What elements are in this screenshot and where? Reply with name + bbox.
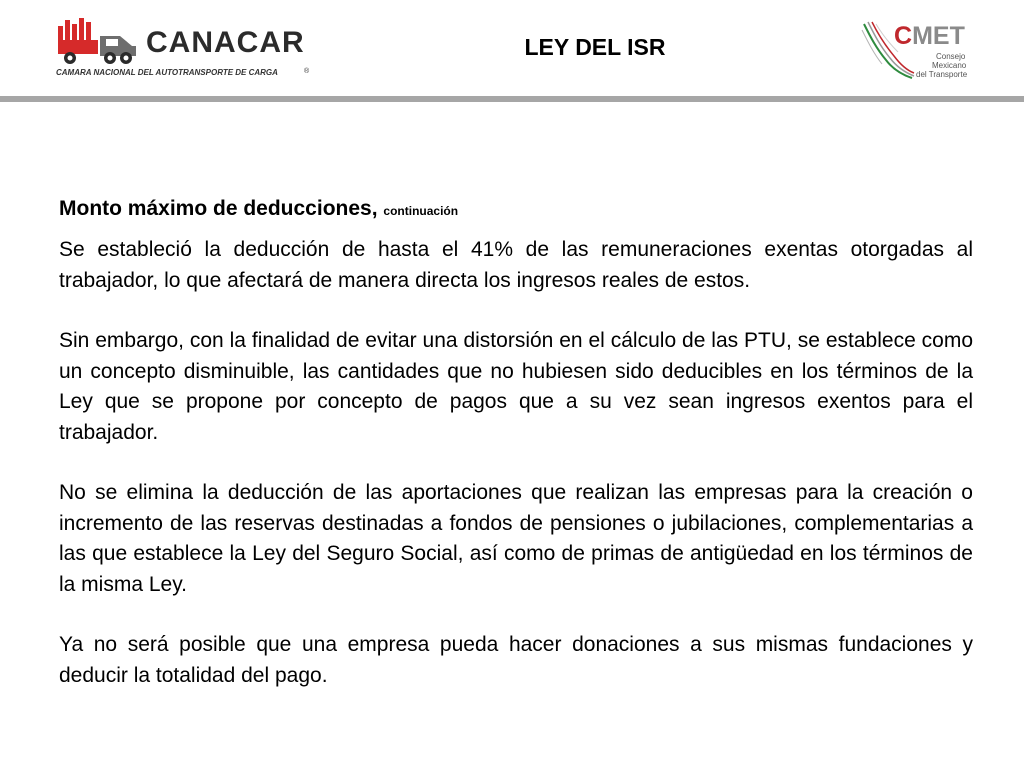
section-heading-suffix: continuación: [383, 204, 459, 218]
truck-icon: [56, 16, 142, 66]
cmet-line-1: Consejo: [936, 52, 966, 61]
paragraph-4: Ya no será posible que una empresa pueda hacer donaciones a sus mismas fundaciones y deducir la totalidad del pago.: [59, 633, 973, 687]
cmet-wordmark: CMET: [894, 22, 965, 50]
cmet-logo: [860, 18, 980, 86]
canacar-tagline: CAMARA NACIONAL DEL AUTOTRANSPORTE DE CARGA: [56, 68, 278, 77]
content-body: [59, 195, 973, 721]
canacar-wordmark: CANACAR: [146, 26, 305, 59]
header-divider: [0, 96, 1024, 102]
paragraph-3: No se elimina la deducción de las aportaciones que realizan las empresas para la creación o incremento de las reservas destinadas a fondos de pensiones o jubilaciones, complementarias a las que establece la Ley del Seguro Social, así como de primas de antigüedad en los términos de la misma Ley.: [59, 481, 973, 596]
paragraph-2: Sin embargo, con la finalidad de evitar una distorsión en el cálculo de las PTU, se establece como un concepto disminuible, las cantidades que no hubiesen sido deducibles en los términos de la Ley que se propone por concepto de pagos que a su vez sean ingresos exentos para el trabajador.: [59, 329, 973, 444]
section-heading: [59, 195, 973, 225]
paragraph-1: Se estableció la deducción de hasta el 41% de las remuneraciones exentas otorgadas al trabajador, lo que afectará de manera directa los ingresos reales de estos.: [59, 238, 973, 292]
section-heading-text: Monto máximo de deducciones,: [59, 197, 378, 220]
registered-mark: ®: [304, 68, 310, 75]
header: [0, 0, 1024, 96]
page-title: LEY DEL ISR: [524, 34, 666, 60]
cmet-line-3: del Transporte: [916, 70, 968, 79]
cmet-line-2: Mexicano: [932, 61, 967, 70]
canacar-logo: [56, 14, 316, 84]
